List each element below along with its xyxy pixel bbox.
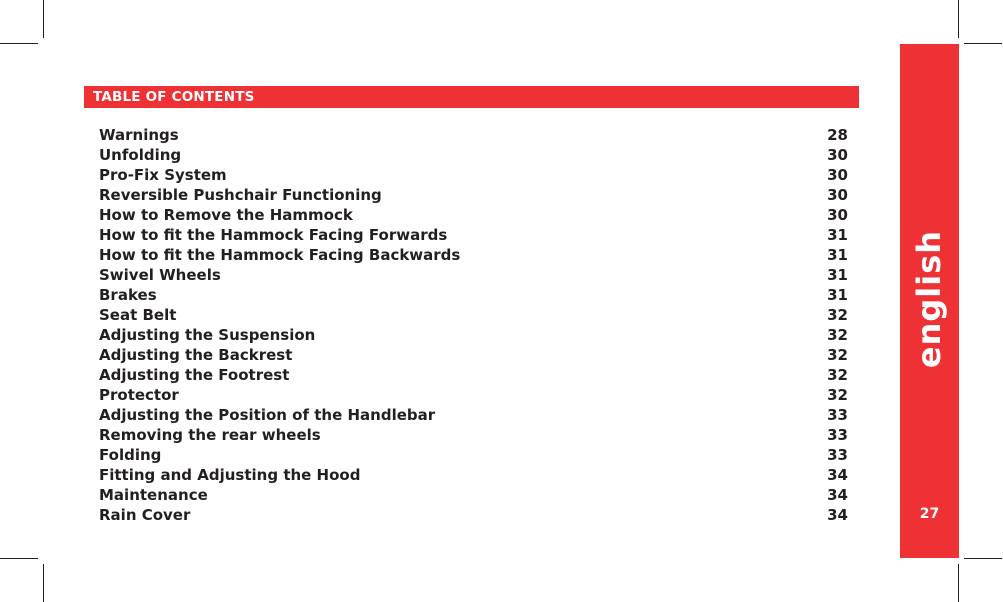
toc-entry-page: 31 [827, 246, 848, 264]
toc-entry-title: Swivel Wheels [99, 266, 221, 284]
toc-entry-page: 31 [827, 226, 848, 244]
toc-entry-title: Reversible Pushchair Functioning [99, 186, 382, 204]
toc-row [99, 365, 848, 385]
toc-entry-title: Adjusting the Position of the Handlebar [99, 406, 436, 424]
toc-entry-title: Pro-Fix System [99, 166, 227, 184]
toc-row [99, 205, 848, 225]
toc-entry-page: 30 [827, 166, 848, 184]
toc-entry-page: 30 [827, 206, 848, 224]
toc-entry-page: 34 [827, 486, 848, 504]
toc-header-bar [84, 86, 859, 108]
toc-entry-page: 32 [827, 386, 848, 404]
toc-entry-title: Protector [99, 386, 179, 404]
toc-row [99, 325, 848, 345]
language-label: english [910, 229, 948, 369]
toc-entry-title: Fitting and Adjusting the Hood [99, 466, 361, 484]
toc-header-title: TABLE OF CONTENTS [93, 89, 255, 105]
toc-entry-page: 32 [827, 326, 848, 344]
toc-entry-page: 31 [827, 266, 848, 284]
toc-entry-title: How to fit the Hammock Facing Forwards [99, 226, 448, 244]
toc-entry-page: 33 [827, 446, 848, 464]
toc-row [99, 145, 848, 165]
toc-row [99, 445, 848, 465]
toc-entry-title: How to fit the Hammock Facing Backwards [99, 246, 461, 264]
crop-mark-bottom-left-horizontal [0, 558, 38, 559]
toc-entry-page: 33 [827, 406, 848, 424]
toc-row [99, 125, 848, 145]
toc-row [99, 405, 848, 425]
toc-row [99, 225, 848, 245]
page-number: 27 [919, 506, 940, 522]
toc-entry-title: Warnings [99, 126, 179, 144]
language-side-tab [900, 44, 959, 558]
toc-entry-title: Removing the rear wheels [99, 426, 321, 444]
crop-mark-bottom-right-vertical [958, 564, 959, 602]
toc-entry-title: Unfolding [99, 146, 182, 164]
toc-entry-page: 34 [827, 466, 848, 484]
toc-entry-page: 31 [827, 286, 848, 304]
crop-mark-top-left-horizontal [0, 43, 38, 44]
toc-row [99, 465, 848, 485]
crop-mark-bottom-right-horizontal [964, 558, 1002, 559]
crop-mark-top-right-vertical [958, 0, 959, 38]
toc-entry-title: Maintenance [99, 486, 208, 504]
toc-row [99, 245, 848, 265]
toc-entry-page: 30 [827, 186, 848, 204]
crop-mark-top-right-horizontal [964, 43, 1002, 44]
toc-entry-title: Rain Cover [99, 506, 191, 524]
toc-entry-title: Brakes [99, 286, 157, 304]
toc-entry-title: Seat Belt [99, 306, 177, 324]
toc-list [99, 125, 848, 525]
toc-entry-title: Adjusting the Suspension [99, 326, 316, 344]
toc-entry-page: 30 [827, 146, 848, 164]
toc-row [99, 305, 848, 325]
toc-row [99, 425, 848, 445]
toc-entry-page: 33 [827, 426, 848, 444]
toc-row [99, 345, 848, 365]
toc-entry-page: 28 [827, 126, 848, 144]
crop-mark-bottom-left-vertical [43, 564, 44, 602]
toc-row [99, 285, 848, 305]
toc-row [99, 505, 848, 525]
toc-row [99, 265, 848, 285]
toc-entry-page: 32 [827, 346, 848, 364]
toc-row [99, 165, 848, 185]
toc-entry-title: Adjusting the Footrest [99, 366, 290, 384]
toc-entry-page: 32 [827, 306, 848, 324]
toc-row [99, 185, 848, 205]
toc-row [99, 485, 848, 505]
toc-entry-title: How to Remove the Hammock [99, 206, 353, 224]
toc-entry-title: Adjusting the Backrest [99, 346, 293, 364]
toc-entry-page: 32 [827, 366, 848, 384]
toc-entry-page: 34 [827, 506, 848, 524]
toc-entry-title: Folding [99, 446, 162, 464]
crop-mark-top-left-vertical [43, 0, 44, 38]
toc-row [99, 385, 848, 405]
